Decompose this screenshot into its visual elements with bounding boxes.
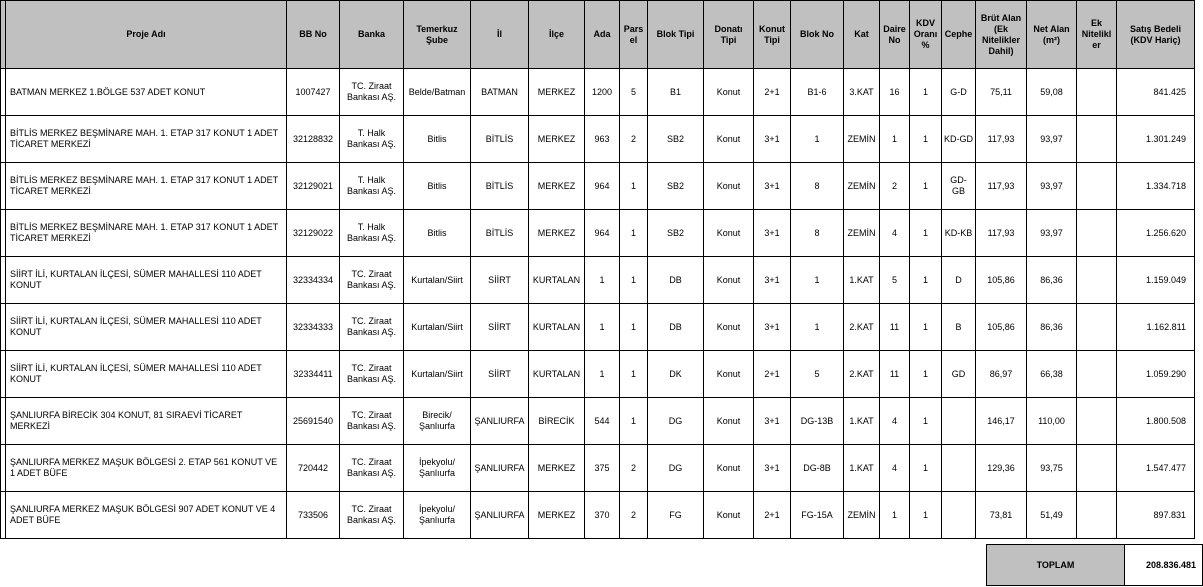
cell-ek-nitelikler xyxy=(1077,445,1117,492)
cell-kat: 1.KAT xyxy=(844,445,880,492)
header-ada: Ada xyxy=(585,1,620,69)
cell-kat: ZEMİN xyxy=(844,163,880,210)
cell-satis-bedeli: 1.301.249 xyxy=(1117,116,1195,163)
cell-temerkuz-sube: Bitlis xyxy=(404,116,471,163)
header-kdv-orani: KDV Oranı % xyxy=(910,1,942,69)
cell-kdv-orani: 1 xyxy=(910,351,942,398)
cell-daire-no: 1 xyxy=(880,116,910,163)
cell-net-alan: 93,97 xyxy=(1027,116,1077,163)
cell-banka: T. Halk Bankası AŞ. xyxy=(340,210,404,257)
cell-blok-tipi: DB xyxy=(648,257,704,304)
header-kat: Kat xyxy=(844,1,880,69)
cell-bb-no: 32334411 xyxy=(287,351,340,398)
cell-donati-tipi: Konut xyxy=(704,210,754,257)
cell-brut-alan: 117,93 xyxy=(976,116,1027,163)
cell-brut-alan: 86,97 xyxy=(976,351,1027,398)
cell-kat: ZEMİN xyxy=(844,210,880,257)
table-row xyxy=(1,492,1195,539)
cell-bb-no: 720442 xyxy=(287,445,340,492)
cell-kdv-orani: 1 xyxy=(910,257,942,304)
cell-blok-no: 1 xyxy=(791,304,844,351)
cell-blok-no: B1-6 xyxy=(791,69,844,116)
cell-blok-tipi: SB2 xyxy=(648,210,704,257)
cell-banka: TC. Ziraat Bankası AŞ. xyxy=(340,69,404,116)
cell-kdv-orani: 1 xyxy=(910,69,942,116)
cell-brut-alan: 117,93 xyxy=(976,163,1027,210)
cell-blok-tipi: SB2 xyxy=(648,116,704,163)
cell-satis-bedeli: 1.159.049 xyxy=(1117,257,1195,304)
cell-daire-no: 4 xyxy=(880,210,910,257)
cell-konut-tipi: 2+1 xyxy=(754,69,791,116)
cell-proje-adi: SİİRT İLİ, KURTALAN İLÇESİ, SÜMER MAHALLESİ 110 ADET KONUT xyxy=(6,304,287,351)
cell-daire-no: 16 xyxy=(880,69,910,116)
cell-banka: T. Halk Bankası AŞ. xyxy=(340,163,404,210)
cell-bb-no: 733506 xyxy=(287,492,340,539)
cell-blok-no: 1 xyxy=(791,116,844,163)
cell-il: SİİRT xyxy=(471,257,529,304)
cell-satis-bedeli: 1.547.477 xyxy=(1117,445,1195,492)
cell-ek-nitelikler xyxy=(1077,257,1117,304)
cell-daire-no: 4 xyxy=(880,398,910,445)
header-blok-tipi: Blok Tipi xyxy=(648,1,704,69)
cell-cephe: GD xyxy=(942,351,976,398)
cell-konut-tipi: 3+1 xyxy=(754,445,791,492)
cell-konut-tipi: 2+1 xyxy=(754,351,791,398)
cell-blok-no: DG-8B xyxy=(791,445,844,492)
cell-il: BİTLİS xyxy=(471,116,529,163)
cell-ada: 964 xyxy=(585,210,620,257)
cell-net-alan: 93,97 xyxy=(1027,210,1077,257)
cell-donati-tipi: Konut xyxy=(704,69,754,116)
cell-brut-alan: 146,17 xyxy=(976,398,1027,445)
cell-daire-no: 2 xyxy=(880,163,910,210)
cell-satis-bedeli: 1.800.508 xyxy=(1117,398,1195,445)
cell-parsel: 1 xyxy=(620,351,648,398)
header-daire-no: Daire No xyxy=(880,1,910,69)
cell-ilce: KURTALAN xyxy=(529,257,585,304)
cell-konut-tipi: 2+1 xyxy=(754,492,791,539)
cell-proje-adi: BİTLİS MERKEZ BEŞMİNARE MAH. 1. ETAP 317 KONUT 1 ADET TİCARET MERKEZİ xyxy=(6,210,287,257)
cell-net-alan: 86,36 xyxy=(1027,257,1077,304)
cell-il: ŞANLIURFA xyxy=(471,445,529,492)
cell-il: ŞANLIURFA xyxy=(471,492,529,539)
cell-banka: T. Halk Bankası AŞ. xyxy=(340,116,404,163)
cell-il: BATMAN xyxy=(471,69,529,116)
cell-ilce: MERKEZ xyxy=(529,445,585,492)
cell-kdv-orani: 1 xyxy=(910,116,942,163)
cell-temerkuz-sube: İpekyolu/Şanlıurfa xyxy=(404,492,471,539)
cell-banka: TC. Ziraat Bankası AŞ. xyxy=(340,398,404,445)
cell-cephe xyxy=(942,398,976,445)
table-row xyxy=(1,69,1195,116)
cell-kdv-orani: 1 xyxy=(910,398,942,445)
cell-banka: TC. Ziraat Bankası AŞ. xyxy=(340,304,404,351)
header-ilce: İlçe xyxy=(529,1,585,69)
cell-brut-alan: 75,11 xyxy=(976,69,1027,116)
header-ek-nitelikler: Ek Nitelikl er xyxy=(1077,1,1117,69)
cell-blok-tipi: DG xyxy=(648,398,704,445)
table-row xyxy=(1,116,1195,163)
cell-ilce: MERKEZ xyxy=(529,116,585,163)
cell-ada: 544 xyxy=(585,398,620,445)
cell-ilce: KURTALAN xyxy=(529,304,585,351)
cell-bb-no: 32129021 xyxy=(287,163,340,210)
cell-kat: 1.KAT xyxy=(844,257,880,304)
cell-donati-tipi: Konut xyxy=(704,445,754,492)
cell-proje-adi: BİTLİS MERKEZ BEŞMİNARE MAH. 1. ETAP 317 KONUT 1 ADET TİCARET MERKEZİ xyxy=(6,116,287,163)
cell-parsel: 5 xyxy=(620,69,648,116)
cell-cephe: GD-GB xyxy=(942,163,976,210)
cell-ilce: MERKEZ xyxy=(529,69,585,116)
header-donati-tipi: Donatı Tipi xyxy=(704,1,754,69)
cell-ek-nitelikler xyxy=(1077,398,1117,445)
cell-brut-alan: 73,81 xyxy=(976,492,1027,539)
cell-konut-tipi: 3+1 xyxy=(754,116,791,163)
header-blok-no: Blok No xyxy=(791,1,844,69)
cell-temerkuz-sube: Kurtalan/Siirt xyxy=(404,304,471,351)
cell-bb-no: 1007427 xyxy=(287,69,340,116)
header-parsel: Pars el xyxy=(620,1,648,69)
header-cephe: Cephe xyxy=(942,1,976,69)
cell-proje-adi: BATMAN MERKEZ 1.BÖLGE 537 ADET KONUT xyxy=(6,69,287,116)
cell-ek-nitelikler xyxy=(1077,69,1117,116)
table-row xyxy=(1,351,1195,398)
cell-ilce: KURTALAN xyxy=(529,351,585,398)
header-satis-bedeli: Satış Bedeli (KDV Hariç) xyxy=(1117,1,1195,69)
cell-donati-tipi: Konut xyxy=(704,304,754,351)
table-row xyxy=(1,210,1195,257)
cell-proje-adi: SİİRT İLİ, KURTALAN İLÇESİ, SÜMER MAHALLESİ 110 ADET KONUT xyxy=(6,257,287,304)
cell-parsel: 1 xyxy=(620,163,648,210)
cell-net-alan: 93,97 xyxy=(1027,163,1077,210)
cell-net-alan: 110,00 xyxy=(1027,398,1077,445)
cell-kat: 3.KAT xyxy=(844,69,880,116)
cell-kdv-orani: 1 xyxy=(910,445,942,492)
cell-cephe: D xyxy=(942,257,976,304)
cell-blok-no: 8 xyxy=(791,163,844,210)
total-row xyxy=(987,545,1203,586)
cell-blok-tipi: SB2 xyxy=(648,163,704,210)
cell-cephe xyxy=(942,492,976,539)
table-row xyxy=(1,257,1195,304)
cell-daire-no: 4 xyxy=(880,445,910,492)
cell-daire-no: 11 xyxy=(880,351,910,398)
cell-blok-no: 8 xyxy=(791,210,844,257)
cell-net-alan: 51,49 xyxy=(1027,492,1077,539)
table-body xyxy=(1,69,1195,539)
cell-satis-bedeli: 1.059.290 xyxy=(1117,351,1195,398)
cell-satis-bedeli: 1.334.718 xyxy=(1117,163,1195,210)
cell-parsel: 1 xyxy=(620,257,648,304)
cell-donati-tipi: Konut xyxy=(704,351,754,398)
cell-temerkuz-sube: İpekyolu/Şanlıurfa xyxy=(404,445,471,492)
cell-ada: 1 xyxy=(585,257,620,304)
table-row xyxy=(1,304,1195,351)
cell-konut-tipi: 3+1 xyxy=(754,398,791,445)
cell-satis-bedeli: 841.425 xyxy=(1117,69,1195,116)
cell-bb-no: 32334334 xyxy=(287,257,340,304)
cell-banka: TC. Ziraat Bankası AŞ. xyxy=(340,351,404,398)
header-bb-no: BB No xyxy=(287,1,340,69)
cell-brut-alan: 129,36 xyxy=(976,445,1027,492)
cell-parsel: 1 xyxy=(620,304,648,351)
cell-banka: TC. Ziraat Bankası AŞ. xyxy=(340,257,404,304)
header-row xyxy=(1,1,1195,69)
cell-parsel: 2 xyxy=(620,445,648,492)
cell-proje-adi: ŞANLIURFA MERKEZ MAŞUK BÖLGESİ 2. ETAP 561 KONUT VE 1 ADET BÜFE xyxy=(6,445,287,492)
cell-il: ŞANLIURFA xyxy=(471,398,529,445)
cell-ada: 1200 xyxy=(585,69,620,116)
cell-il: SİİRT xyxy=(471,304,529,351)
cell-ek-nitelikler xyxy=(1077,210,1117,257)
cell-brut-alan: 117,93 xyxy=(976,210,1027,257)
cell-temerkuz-sube: Kurtalan/Siirt xyxy=(404,351,471,398)
cell-il: BİTLİS xyxy=(471,210,529,257)
cell-ek-nitelikler xyxy=(1077,116,1117,163)
total-label: TOPLAM xyxy=(987,545,1125,586)
cell-banka: TC. Ziraat Bankası AŞ. xyxy=(340,445,404,492)
cell-cephe xyxy=(942,445,976,492)
cell-ada: 963 xyxy=(585,116,620,163)
cell-net-alan: 66,38 xyxy=(1027,351,1077,398)
cell-kat: ZEMİN xyxy=(844,492,880,539)
header-banka: Banka xyxy=(340,1,404,69)
cell-daire-no: 11 xyxy=(880,304,910,351)
cell-blok-no: 5 xyxy=(791,351,844,398)
cell-donati-tipi: Konut xyxy=(704,492,754,539)
cell-konut-tipi: 3+1 xyxy=(754,257,791,304)
cell-brut-alan: 105,86 xyxy=(976,257,1027,304)
cell-bb-no: 32334333 xyxy=(287,304,340,351)
cell-temerkuz-sube: Bitlis xyxy=(404,163,471,210)
total-value: 208.836.481 xyxy=(1125,545,1203,586)
cell-kat: ZEMİN xyxy=(844,116,880,163)
cell-parsel: 2 xyxy=(620,116,648,163)
header-proje-adi: Proje Adı xyxy=(6,1,287,69)
cell-proje-adi: SİİRT İLİ, KURTALAN İLÇESİ, SÜMER MAHALLESİ 110 ADET KONUT xyxy=(6,351,287,398)
cell-konut-tipi: 3+1 xyxy=(754,163,791,210)
cell-kdv-orani: 1 xyxy=(910,492,942,539)
cell-donati-tipi: Konut xyxy=(704,398,754,445)
cell-temerkuz-sube: Bitlis xyxy=(404,210,471,257)
cell-ek-nitelikler xyxy=(1077,163,1117,210)
table-row xyxy=(1,398,1195,445)
header-net-alan: Net Alan (m²) xyxy=(1027,1,1077,69)
cell-bb-no: 32129022 xyxy=(287,210,340,257)
cell-ilce: MERKEZ xyxy=(529,492,585,539)
cell-parsel: 1 xyxy=(620,398,648,445)
cell-kdv-orani: 1 xyxy=(910,210,942,257)
header-konut-tipi: Konut Tipi xyxy=(754,1,791,69)
cell-temerkuz-sube: Kurtalan/Siirt xyxy=(404,257,471,304)
cell-bb-no: 32128832 xyxy=(287,116,340,163)
cell-daire-no: 5 xyxy=(880,257,910,304)
cell-ilce: MERKEZ xyxy=(529,163,585,210)
cell-blok-no: FG-15A xyxy=(791,492,844,539)
cell-ada: 964 xyxy=(585,163,620,210)
cell-blok-tipi: B1 xyxy=(648,69,704,116)
cell-temerkuz-sube: Belde/Batman xyxy=(404,69,471,116)
cell-cephe: KD-GD xyxy=(942,116,976,163)
cell-konut-tipi: 3+1 xyxy=(754,304,791,351)
cell-proje-adi: BİTLİS MERKEZ BEŞMİNARE MAH. 1. ETAP 317 KONUT 1 ADET TİCARET MERKEZİ xyxy=(6,163,287,210)
cell-ada: 1 xyxy=(585,351,620,398)
cell-proje-adi: ŞANLIURFA BİRECİK 304 KONUT, 81 SIRAEVİ TİCARET MERKEZİ xyxy=(6,398,287,445)
cell-cephe: G-D xyxy=(942,69,976,116)
cell-parsel: 2 xyxy=(620,492,648,539)
cell-konut-tipi: 3+1 xyxy=(754,210,791,257)
cell-parsel: 1 xyxy=(620,210,648,257)
cell-blok-tipi: DB xyxy=(648,304,704,351)
table-row xyxy=(1,163,1195,210)
cell-net-alan: 86,36 xyxy=(1027,304,1077,351)
cell-donati-tipi: Konut xyxy=(704,116,754,163)
cell-satis-bedeli: 1.256.620 xyxy=(1117,210,1195,257)
cell-ek-nitelikler xyxy=(1077,304,1117,351)
cell-kat: 2.KAT xyxy=(844,351,880,398)
cell-ada: 370 xyxy=(585,492,620,539)
total-table xyxy=(986,544,1203,586)
cell-temerkuz-sube: Birecik/Şanlıurfa xyxy=(404,398,471,445)
cell-bb-no: 25691540 xyxy=(287,398,340,445)
cell-kdv-orani: 1 xyxy=(910,163,942,210)
cell-cephe: KD-KB xyxy=(942,210,976,257)
cell-proje-adi: ŞANLIURFA MERKEZ MAŞUK BÖLGESİ 907 ADET KONUT VE 4 ADET BÜFE xyxy=(6,492,287,539)
cell-donati-tipi: Konut xyxy=(704,257,754,304)
cell-satis-bedeli: 897.831 xyxy=(1117,492,1195,539)
table-row xyxy=(1,445,1195,492)
cell-ek-nitelikler xyxy=(1077,351,1117,398)
cell-blok-no: 1 xyxy=(791,257,844,304)
cell-blok-tipi: FG xyxy=(648,492,704,539)
cell-net-alan: 59,08 xyxy=(1027,69,1077,116)
cell-ada: 375 xyxy=(585,445,620,492)
header-il: İl xyxy=(471,1,529,69)
cell-kat: 1.KAT xyxy=(844,398,880,445)
cell-blok-no: DG-13B xyxy=(791,398,844,445)
cell-ada: 1 xyxy=(585,304,620,351)
cell-brut-alan: 105,86 xyxy=(976,304,1027,351)
cell-kat: 2.KAT xyxy=(844,304,880,351)
cell-ilce: BİRECİK xyxy=(529,398,585,445)
cell-blok-tipi: DG xyxy=(648,445,704,492)
cell-blok-tipi: DK xyxy=(648,351,704,398)
cell-il: SİİRT xyxy=(471,351,529,398)
cell-kdv-orani: 1 xyxy=(910,304,942,351)
header-brut-alan: Brüt Alan (Ek Nitelikler Dahil) xyxy=(976,1,1027,69)
header-temerkuz-sube: Temerkuz Şube xyxy=(404,1,471,69)
cell-il: BİTLİS xyxy=(471,163,529,210)
cell-banka: TC. Ziraat Bankası AŞ. xyxy=(340,492,404,539)
cell-daire-no: 1 xyxy=(880,492,910,539)
cell-cephe: B xyxy=(942,304,976,351)
cell-net-alan: 93,75 xyxy=(1027,445,1077,492)
cell-ek-nitelikler xyxy=(1077,492,1117,539)
cell-ilce: MERKEZ xyxy=(529,210,585,257)
cell-satis-bedeli: 1.162.811 xyxy=(1117,304,1195,351)
cell-donati-tipi: Konut xyxy=(704,163,754,210)
